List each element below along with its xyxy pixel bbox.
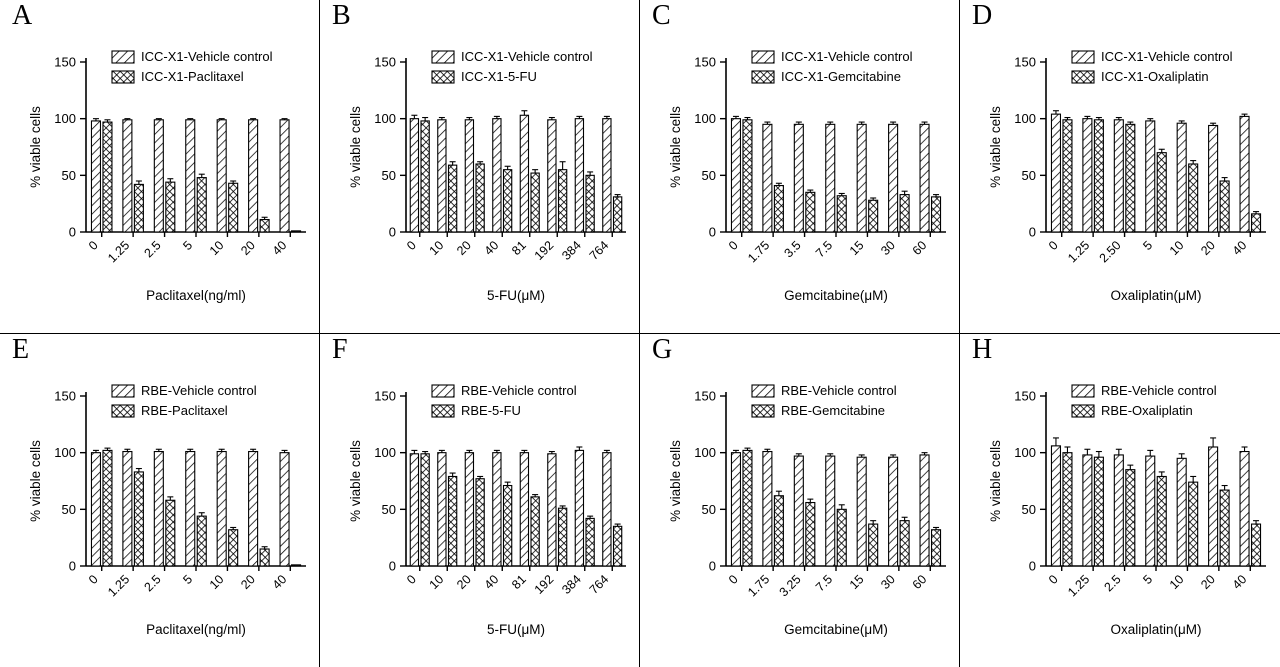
plot-area-C (640, 0, 959, 333)
svg-text:1.25: 1.25 (1065, 571, 1093, 599)
svg-text:5: 5 (180, 238, 196, 254)
bar (586, 518, 594, 566)
bar (763, 451, 772, 565)
svg-text:150: 150 (54, 388, 76, 403)
panel-G (640, 334, 960, 667)
svg-text:100: 100 (1014, 111, 1036, 127)
svg-text:% viable cells: % viable cells (988, 439, 1003, 522)
svg-text:2.50: 2.50 (1096, 238, 1124, 266)
bar (575, 119, 583, 232)
bar (763, 124, 772, 232)
bar (249, 451, 258, 565)
bar (260, 549, 269, 566)
svg-text:RBE-Gemcitabine: RBE-Gemcitabine (781, 402, 886, 418)
svg-text:1.25: 1.25 (1065, 238, 1093, 266)
bar (794, 124, 803, 232)
svg-text:0: 0 (708, 558, 716, 573)
svg-text:7.5: 7.5 (812, 571, 836, 594)
bar (134, 184, 143, 232)
svg-text:30: 30 (878, 238, 898, 258)
svg-text:% viable cells: % viable cells (28, 439, 43, 522)
panel-letter: F (332, 333, 348, 365)
svg-text:50: 50 (61, 501, 76, 517)
svg-text:Gemcitabine(μM): Gemcitabine(μM) (784, 621, 888, 637)
svg-text:50: 50 (381, 167, 396, 183)
bar (794, 456, 803, 566)
bar (520, 115, 528, 232)
bar (229, 183, 238, 232)
svg-text:20: 20 (238, 238, 258, 258)
bar (229, 529, 238, 565)
bar (280, 452, 289, 565)
bar (932, 197, 941, 232)
svg-text:1.75: 1.75 (745, 238, 773, 266)
bar (186, 120, 195, 232)
panel-A (0, 0, 320, 334)
svg-text:2.5: 2.5 (141, 238, 164, 261)
svg-text:100: 100 (694, 111, 716, 127)
svg-text:RBE-Vehicle control: RBE-Vehicle control (461, 382, 577, 398)
bar (603, 452, 611, 565)
panel-H (960, 334, 1280, 667)
svg-text:5-FU(μM): 5-FU(μM) (486, 288, 546, 303)
bar (166, 182, 175, 232)
bar (869, 524, 878, 566)
bar (826, 456, 835, 566)
svg-text:100: 100 (54, 111, 76, 127)
bar (1094, 457, 1103, 566)
svg-text:100: 100 (1014, 444, 1036, 460)
svg-text:RBE-5-FU: RBE-5-FU (461, 402, 521, 418)
svg-text:0: 0 (68, 224, 76, 240)
svg-text:100: 100 (694, 444, 716, 460)
bar (731, 119, 740, 232)
svg-text:0: 0 (388, 558, 396, 573)
svg-text:50: 50 (381, 501, 396, 517)
svg-text:Paclitaxel(ng/ml): Paclitaxel(ng/ml) (146, 621, 246, 637)
svg-text:50: 50 (701, 167, 716, 183)
svg-text:150: 150 (54, 54, 76, 70)
bar (920, 124, 929, 232)
bar (1051, 445, 1060, 565)
svg-text:192: 192 (531, 238, 557, 263)
plot-area-G (640, 334, 959, 667)
svg-text:1.25: 1.25 (105, 238, 133, 266)
svg-text:50: 50 (1021, 167, 1036, 183)
bar (91, 121, 100, 232)
svg-text:0: 0 (388, 224, 396, 240)
svg-text:15: 15 (846, 571, 867, 592)
svg-text:40: 40 (481, 238, 502, 258)
plot-area-D (960, 0, 1280, 333)
svg-text:7.5: 7.5 (812, 238, 836, 261)
bar (1220, 181, 1229, 232)
bar (548, 453, 556, 565)
bar (520, 452, 528, 565)
svg-text:% viable cells: % viable cells (348, 106, 363, 188)
svg-text:0: 0 (1046, 571, 1061, 587)
bar (292, 564, 301, 565)
bar (1177, 458, 1186, 566)
bar (548, 120, 556, 232)
svg-text:10: 10 (1166, 571, 1187, 592)
svg-text:100: 100 (374, 111, 396, 127)
bar (449, 476, 457, 566)
bar (1189, 164, 1198, 232)
svg-text:ICC-X1-Paclitaxel: ICC-X1-Paclitaxel (141, 69, 244, 84)
bar (103, 450, 112, 566)
bar (438, 452, 446, 565)
bar (920, 454, 929, 565)
svg-text:ICC-X1-Vehicle control: ICC-X1-Vehicle control (141, 49, 273, 64)
svg-text:% viable cells: % viable cells (668, 106, 683, 188)
svg-text:0: 0 (404, 238, 419, 254)
svg-text:150: 150 (1014, 54, 1036, 70)
svg-text:10: 10 (206, 238, 227, 258)
svg-text:5: 5 (180, 571, 196, 587)
bar (1126, 469, 1135, 565)
bar (575, 450, 583, 566)
svg-text:15: 15 (846, 238, 867, 258)
svg-text:0: 0 (86, 571, 101, 587)
svg-text:1.75: 1.75 (745, 571, 773, 599)
bar (1177, 123, 1186, 232)
svg-text:60: 60 (909, 238, 930, 258)
svg-text:384: 384 (559, 238, 584, 263)
panel-letter: B (332, 0, 351, 31)
bar (826, 124, 835, 232)
bar (410, 453, 418, 565)
bar (1114, 454, 1123, 565)
bar (1094, 120, 1103, 232)
svg-text:40: 40 (481, 571, 502, 592)
bar (614, 526, 622, 566)
svg-text:RBE-Vehicle control: RBE-Vehicle control (781, 382, 897, 398)
svg-text:30: 30 (878, 571, 898, 592)
bar (1063, 452, 1072, 565)
bar (837, 196, 846, 232)
svg-text:5-FU(μM): 5-FU(μM) (486, 621, 546, 637)
svg-text:40: 40 (1229, 238, 1250, 258)
bar (743, 450, 752, 566)
bar (806, 502, 815, 565)
bar (932, 529, 941, 565)
bar (900, 195, 909, 232)
bar (476, 478, 484, 565)
svg-text:20: 20 (1198, 571, 1218, 592)
bar (774, 495, 783, 565)
plot-area-B (320, 0, 639, 333)
bar (504, 485, 512, 565)
svg-text:% viable cells: % viable cells (28, 106, 43, 188)
bar (154, 451, 163, 565)
bar (857, 457, 866, 566)
bar (476, 164, 484, 232)
svg-text:384: 384 (559, 571, 584, 597)
svg-text:10: 10 (426, 238, 447, 258)
bar (91, 452, 100, 565)
svg-text:Oxaliplatin(μM): Oxaliplatin(μM) (1110, 621, 1202, 637)
panel-D (960, 0, 1280, 334)
plot-area-H (960, 334, 1280, 667)
svg-text:RBE-Oxaliplatin: RBE-Oxaliplatin (1101, 402, 1193, 418)
bar (1252, 214, 1261, 232)
svg-text:50: 50 (61, 167, 76, 183)
bar (1083, 454, 1092, 565)
bar (1240, 451, 1249, 565)
bar (197, 178, 206, 232)
bar (1252, 524, 1261, 566)
svg-text:ICC-X1-5-FU: ICC-X1-5-FU (461, 69, 537, 84)
svg-text:ICC-X1-Vehicle control: ICC-X1-Vehicle control (461, 49, 593, 64)
svg-text:0: 0 (86, 238, 101, 254)
bar (465, 120, 473, 232)
svg-text:Gemcitabine(μM): Gemcitabine(μM) (784, 288, 888, 303)
bar (1114, 120, 1123, 232)
bar (154, 120, 163, 232)
svg-text:ICC-X1-Vehicle control: ICC-X1-Vehicle control (781, 49, 913, 64)
bar (1063, 120, 1072, 232)
svg-text:RBE-Vehicle control: RBE-Vehicle control (1101, 382, 1217, 398)
bar (743, 120, 752, 232)
svg-text:0: 0 (1046, 238, 1061, 254)
bar (1157, 153, 1166, 232)
plot-area-F (320, 334, 639, 667)
svg-text:81: 81 (509, 238, 529, 258)
svg-text:764: 764 (586, 238, 612, 263)
bar (1051, 114, 1060, 232)
panel-C (640, 0, 960, 334)
plot-area-A (0, 0, 319, 333)
svg-text:% viable cells: % viable cells (348, 439, 363, 522)
bar (889, 457, 898, 566)
svg-text:150: 150 (374, 388, 396, 403)
bar (586, 175, 594, 232)
panel-letter: H (972, 333, 993, 365)
svg-text:0: 0 (1028, 224, 1036, 240)
bar (1126, 124, 1135, 232)
bar (493, 452, 501, 565)
svg-text:100: 100 (374, 444, 396, 460)
panel-letter: D (972, 0, 993, 31)
bar (614, 197, 622, 232)
bar (421, 453, 429, 565)
bar (900, 520, 909, 565)
svg-text:5: 5 (1140, 571, 1156, 587)
bar (1157, 476, 1166, 566)
panel-letter: G (652, 333, 673, 365)
svg-text:ICC-X1-Oxaliplatin: ICC-X1-Oxaliplatin (1101, 69, 1209, 84)
svg-text:0: 0 (726, 238, 741, 254)
panel-B (320, 0, 640, 334)
svg-text:20: 20 (454, 571, 474, 592)
bar (1083, 119, 1092, 232)
bar (1146, 121, 1155, 232)
panel-E (0, 334, 320, 667)
svg-text:5: 5 (1140, 238, 1156, 254)
svg-text:40: 40 (269, 238, 290, 258)
svg-text:RBE-Vehicle control: RBE-Vehicle control (141, 382, 257, 398)
svg-text:764: 764 (586, 571, 612, 597)
svg-text:10: 10 (426, 571, 447, 592)
bar (217, 120, 226, 232)
svg-text:0: 0 (68, 558, 76, 573)
bar (438, 120, 446, 232)
svg-text:20: 20 (1198, 238, 1218, 258)
bar (493, 119, 501, 232)
svg-text:0: 0 (404, 571, 419, 587)
bar (260, 220, 269, 232)
bar (1240, 116, 1249, 232)
bar (410, 119, 418, 232)
bar (774, 186, 783, 232)
svg-text:% viable cells: % viable cells (988, 106, 1003, 188)
svg-text:1.25: 1.25 (105, 571, 133, 599)
svg-text:150: 150 (694, 54, 716, 70)
bar (559, 170, 567, 232)
svg-text:150: 150 (374, 54, 396, 70)
svg-text:150: 150 (1014, 388, 1036, 403)
svg-text:ICC-X1-Vehicle control: ICC-X1-Vehicle control (1101, 49, 1233, 64)
bar (123, 451, 132, 565)
bar (134, 471, 143, 565)
svg-text:RBE-Paclitaxel: RBE-Paclitaxel (141, 402, 228, 418)
bar (1146, 456, 1155, 566)
svg-text:0: 0 (1028, 558, 1036, 573)
svg-text:2.5: 2.5 (141, 571, 164, 594)
bar (869, 200, 878, 232)
bar (280, 120, 289, 232)
svg-text:10: 10 (1166, 238, 1187, 258)
svg-text:150: 150 (694, 388, 716, 403)
svg-text:50: 50 (1021, 501, 1036, 517)
svg-text:2.5: 2.5 (1101, 571, 1124, 594)
bar (1209, 447, 1218, 566)
bar (1189, 482, 1198, 566)
bar (197, 516, 206, 566)
bar (465, 452, 473, 565)
bar (421, 121, 429, 232)
bar (504, 170, 512, 232)
bar (731, 452, 740, 565)
bar (1209, 125, 1218, 232)
panel-letter: E (12, 333, 30, 365)
bar (531, 173, 539, 232)
bar (166, 500, 175, 566)
bar (292, 231, 301, 232)
bar (1220, 490, 1229, 566)
svg-text:100: 100 (54, 444, 76, 460)
bar (103, 122, 112, 232)
svg-text:50: 50 (701, 501, 716, 517)
svg-text:40: 40 (1229, 571, 1250, 592)
panel-F (320, 334, 640, 667)
bar (559, 508, 567, 566)
bar (186, 451, 195, 565)
panel-letter: A (12, 0, 33, 31)
svg-text:60: 60 (909, 571, 930, 592)
svg-text:% viable cells: % viable cells (668, 439, 683, 522)
bar (603, 119, 611, 232)
svg-text:20: 20 (238, 571, 258, 592)
bar (806, 192, 815, 232)
bar (449, 165, 457, 232)
svg-text:3.5: 3.5 (781, 238, 804, 261)
svg-text:10: 10 (206, 571, 227, 592)
bar (123, 120, 132, 232)
bar (857, 124, 866, 232)
plot-area-E (0, 334, 319, 667)
svg-text:40: 40 (269, 571, 290, 592)
svg-text:0: 0 (726, 571, 741, 587)
svg-text:Oxaliplatin(μM): Oxaliplatin(μM) (1110, 288, 1202, 303)
svg-text:ICC-X1-Gemcitabine: ICC-X1-Gemcitabine (781, 69, 901, 84)
bar (837, 509, 846, 566)
svg-text:192: 192 (531, 571, 557, 597)
svg-text:81: 81 (509, 571, 529, 592)
svg-text:20: 20 (454, 238, 474, 258)
svg-text:3.25: 3.25 (776, 571, 804, 599)
bar (531, 496, 539, 565)
bar (249, 120, 258, 232)
bar (217, 451, 226, 565)
svg-text:0: 0 (708, 224, 716, 240)
svg-text:Paclitaxel(ng/ml): Paclitaxel(ng/ml) (146, 288, 246, 303)
panel-letter: C (652, 0, 671, 31)
bar (889, 124, 898, 232)
